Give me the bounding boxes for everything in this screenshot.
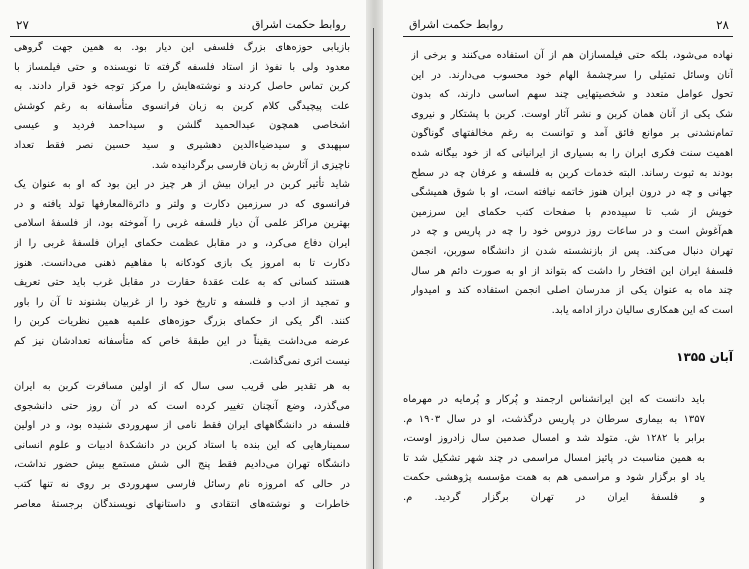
text-line: کنند. اگر یکی از حکمای بزرگ حوزه‌های علمیه همین نظریات کربن را — [14, 316, 350, 328]
text-line: به هر تقدیر طی قریب سی سال که از اولین مسافرت کربن به ایران — [14, 381, 350, 393]
text-line: سپهبدی و سیدضیاءالدین دهشیری و سید حسین نصر فقط تعداد — [14, 139, 350, 151]
text-line: علت پیچیدگی کلام کربن به زبان فرانسوی متأسفانه به رغم کوشش — [14, 100, 350, 112]
note-line: برابر با ۱۲۸۲ ش. متولد شد و امسال صدمین سال زادروز اوست، — [403, 433, 705, 445]
text-line: فلسفهٔ ایران این افتخار را داشت که بتواند از او به صورت دائم هر سال — [411, 265, 733, 277]
text-line: خاطرات و نوشته‌های انتقادی و داستانهای نویسندگان برجستهٔ معاصر — [14, 498, 350, 510]
text-line: بهترین مراکز علمی آن دیار فلسفه غربی را آموخته بود، از فلسفهٔ اسلامی — [14, 218, 350, 230]
translator-note — [403, 390, 705, 508]
note-line: به همین مناسبت در پائیز امسال مراسمی در چند شهر تشکیل شد تا — [403, 452, 705, 464]
text-line: هستند کسانی که به علت عقدهٔ حقارت در مقابل غرب باید حتی تعریف — [14, 277, 350, 289]
text-line: دکارت تا به امروز یک بازی کودکانه با مفاهیم ذهنی می‌دانست. هنوز — [14, 257, 350, 269]
text-line: دانشگاه تهران می‌دادیم فقط پنج الی شش مستمع بیش حضور نداشت، — [14, 459, 350, 471]
text-line: کربن تماس حاصل کردند و نوشته‌هایش را مرکز توجه خود قرار دادند. به — [14, 81, 350, 93]
text-line: جهانی و چه در درون ایران هنوز خاتمه نیافته است، او با شوق همیشگی — [411, 187, 733, 199]
text-line: تحول عوامل متعدد و شخصیتهایی چند سهم اساسی دارند، که بدون — [411, 89, 733, 101]
text-line: شک یکی از آنان همان کربن و نشر آثار اوست. کربن با پشتکار و نیروی — [411, 108, 733, 120]
text-line: معدود ولی با نفوذ از استاد فلسفه گرفته تا نویسنده و حتی فیلمساز با — [14, 61, 350, 73]
text-line: تمام‌نشدنی بر موانع فائق آمد و توانست به رغم مخالفتهای گوناگون — [411, 128, 733, 140]
note-line: یاد او برگزار شود و مراسمی هم به همت مؤسسه پژوهشی حکمت — [403, 472, 705, 484]
left-page — [0, 0, 366, 569]
left-page-header — [10, 14, 350, 37]
text-line: خویش از شب تا سپیده‌دم با صفحات کتب حکمای این سرزمین — [411, 206, 733, 218]
text-line: در حالی که امروزه نام رسائل فارسی سهروردی بر روی نه تنها کتب — [14, 479, 350, 491]
gutter-divider — [373, 28, 374, 569]
right-running-title: روابط حکمت اشراق — [409, 18, 504, 31]
text-line: سمینارهایی که این بنده با استاد کربن در دانشکدهٔ ادبیات و علوم انسانی — [14, 439, 350, 451]
text-line: تهران دنبال می‌کند. پس از بازنشسته شدن از دانشگاه سوربن، انجمن — [411, 245, 733, 257]
note-line: باید دانست که این ایرانشناس ارجمند و پُرکار و پُرمایه در مهرماه — [403, 394, 705, 405]
text-line: نیست اثری نمی‌گذاشت. — [249, 355, 350, 367]
book-gutter — [366, 0, 383, 569]
left-running-title: روابط حکمت اشراق — [251, 18, 346, 31]
text-line: و تمجید از ادب و فلسفه و تاریخ خود را از غربیان بشنوند تا آن را باور — [14, 296, 350, 308]
text-line: ایران دفاع می‌کرد، و در مقابل عظمت حکمای ایران فلسفهٔ غربی را از — [14, 237, 350, 249]
text-line: فلسفه در دانشگاههای ایران فقط نامی از سهروردی شنیده بود، و در اولین — [14, 420, 350, 432]
text-line: بازیابی حوزه‌های بزرگ فلسفی این دیار بود. به همین جهت گروهی — [14, 42, 350, 53]
essay-date: آبان ۱۳۵۵ — [676, 350, 733, 364]
text-line: اهمیت سنت فکری ایران را به بسیاری از ایرانیانی که از خود بیگانه شده — [411, 147, 733, 159]
right-page-header — [403, 14, 733, 37]
note-line: ۱۳۵۷ به بیماری سرطان در پاریس درگذشت، او در سال ۱۹۰۳ م. — [403, 413, 705, 425]
note-line: و فلسفهٔ ایران در تهران برگزار گردید. م. — [403, 491, 705, 503]
right-page — [383, 0, 749, 569]
text-line: آنان وسائل تمثیلی را سرچشمهٔ الهام خود محسوب می‌دارند. در این — [411, 69, 733, 81]
text-line: شاید تأثیر کربن در ایران بیش از هر چیز در این بود که او به عنوان یک — [14, 179, 350, 191]
text-line: فرانسوی که در سرزمین دکارت و ولتر و دائرةالمعارفها تولد یافته و در — [14, 198, 350, 210]
text-line: هم‌آغوش است و در ساعات روز دروس خود را چه در پاریس و چه در — [411, 226, 733, 238]
text-line: عرضه می‌داشت یقیناً در این طبقهٔ خاص که متأسفانه تعدادشان نیز کم — [14, 335, 350, 347]
text-line: می‌گذرد، وضع آنچنان تغییر کرده است که در آن روز حتی دانشجوی — [14, 400, 350, 412]
text-line: چند ماه به عنوان یکی از مدرسان اصلی انجمن استفاده کند و امیدوار — [411, 285, 733, 297]
text-line: اشخاصی همچون عبدالحمید گلشن و سیداحمد فردید و عیسی — [14, 120, 350, 132]
right-body-text — [411, 46, 733, 320]
text-line: است که این همکاری سالیان دراز ادامه یابد. — [551, 304, 733, 316]
text-line: بودند به ثبوت رساند. البته خدمات کربن به فلسفه و عرفان چه در سطح — [411, 167, 733, 179]
text-line: ناچیزی از آثارش به زبان فارسی برگردانیده شد. — [151, 159, 350, 171]
left-page-number: ۲۷ — [16, 18, 29, 32]
right-page-number: ۲۸ — [716, 18, 729, 32]
text-line: نهاده می‌شود، بلکه حتی فیلمسازان هم از آن استفاده می‌کنند و برخی از — [411, 50, 733, 61]
left-body-text — [14, 38, 350, 514]
